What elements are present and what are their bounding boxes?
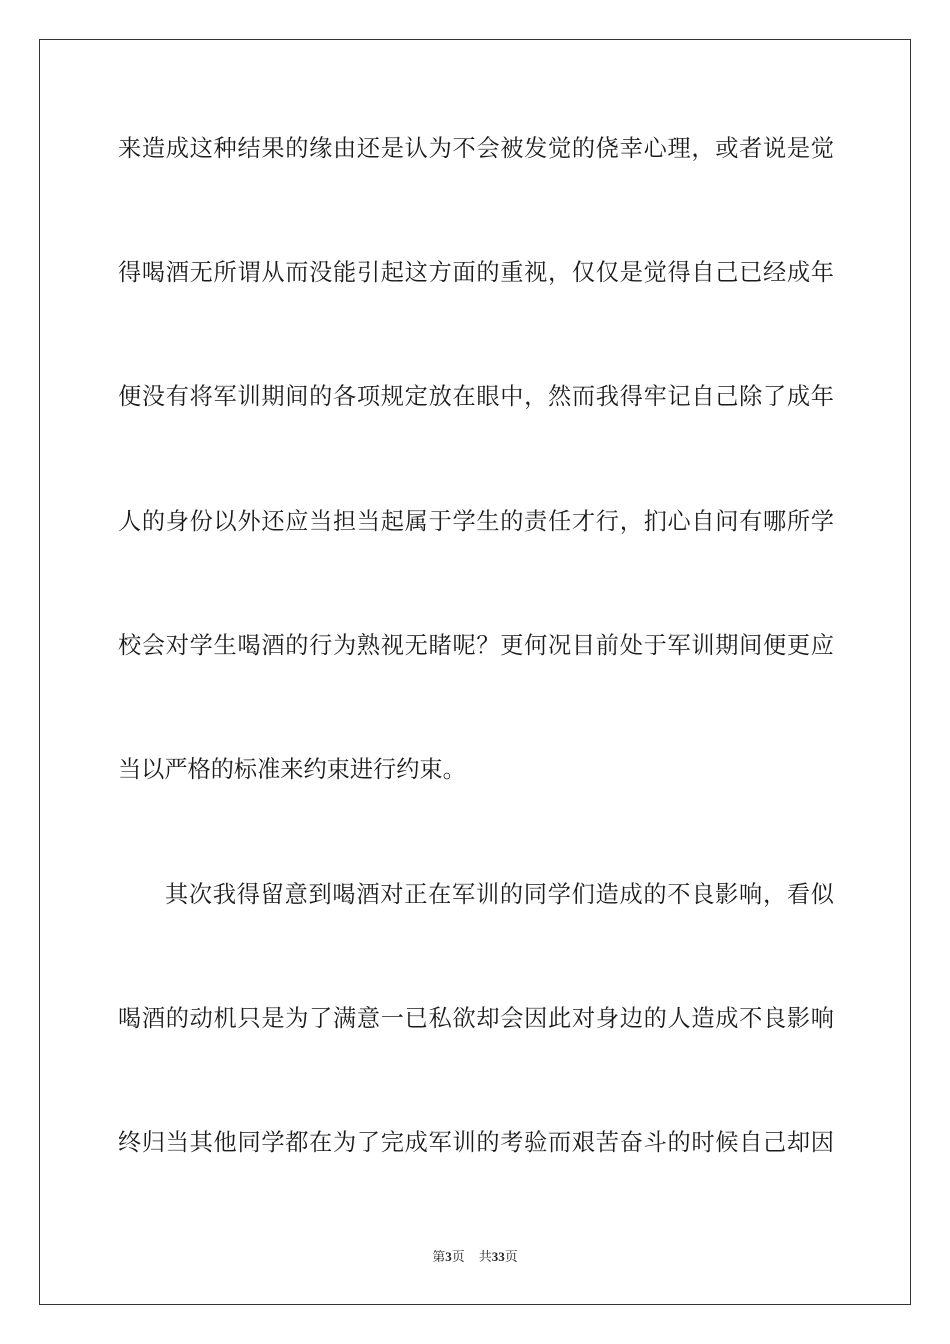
total-prefix: 共 xyxy=(478,1250,492,1265)
text-line: 便没有将军训期间的各项规定放在眼中，然而我得牢记自己除了成年 xyxy=(118,383,834,410)
text-line: 人的身份以外还应当担当起属于学生的责任才行，扪心自问有哪所学 xyxy=(118,508,834,535)
page-border xyxy=(39,39,911,1305)
text-line: 当以严格的标准来约束进行约束。 xyxy=(118,756,466,783)
text-line: 校会对学生喝酒的行为熟视无睹呢？更何况目前处于军训期间便更应 xyxy=(118,632,834,659)
total-suffix: 页 xyxy=(504,1250,518,1265)
page-prefix: 第 xyxy=(432,1250,446,1265)
page-suffix: 页 xyxy=(451,1250,465,1265)
page-number: 3 xyxy=(445,1249,452,1264)
text-line: 得喝酒无所谓从而没能引起这方面的重视，仅仅是觉得自己已经成年 xyxy=(118,259,834,286)
text-line: 终归当其他同学都在为了完成军训的考验而艰苦奋斗的时候自己却因 xyxy=(118,1129,834,1156)
paragraph-first-line: 其次我得留意到喝酒对正在军训的同学们造成的不良影响，看似 xyxy=(165,881,834,908)
text-line: 来造成这种结果的缘由还是认为不会被发觉的侥幸心理，或者说是觉 xyxy=(118,135,834,162)
total-pages: 33 xyxy=(491,1249,505,1264)
text-line: 喝酒的动机只是为了满意一已私欲却会因此对身边的人造成不良影响 xyxy=(118,1005,834,1032)
page-footer xyxy=(0,1248,950,1267)
